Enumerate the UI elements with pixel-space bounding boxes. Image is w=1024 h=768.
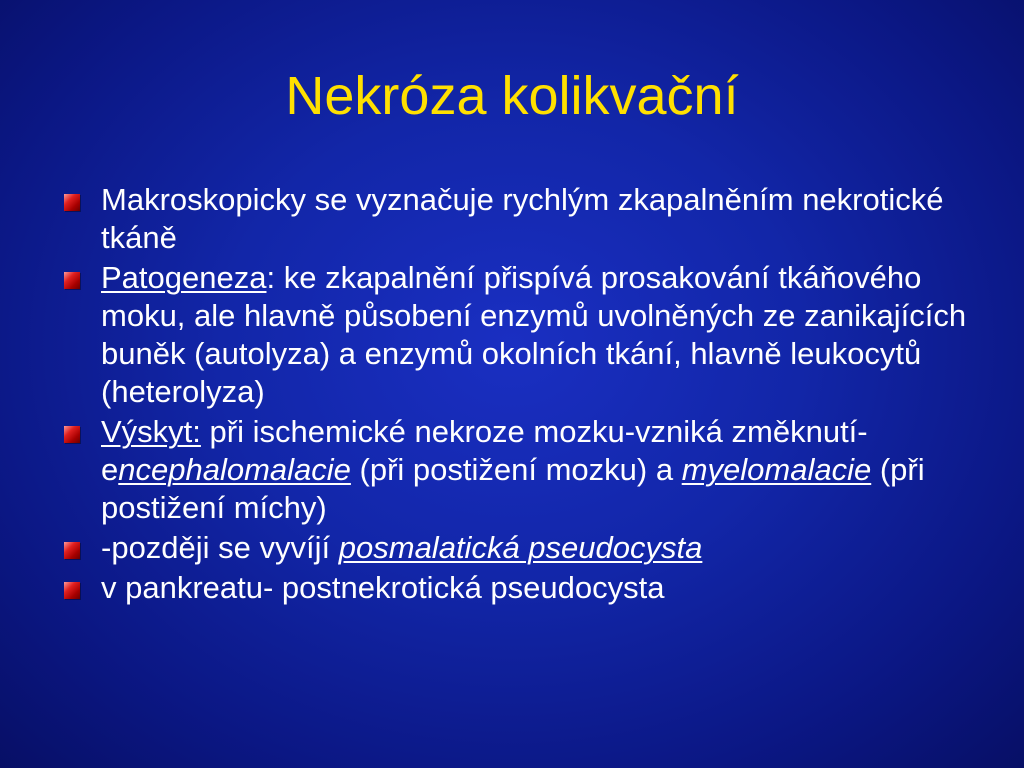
bullet-item-macroscopic xyxy=(58,181,978,257)
slide-title: Nekróza kolikvační xyxy=(285,66,739,126)
bullet-text: v pankreatu- postnekrotická pseudocysta xyxy=(101,570,665,605)
bullet-text: Makroskopicky se vyznačuje rychlým zkapalněním nekrotické tkáně xyxy=(101,182,944,255)
bullet-square-icon xyxy=(64,194,80,211)
term-posmalaticka-pseudocysta: posmalatická pseudocysta xyxy=(338,530,703,565)
bullet-square-icon xyxy=(64,542,80,559)
bullet-item-later xyxy=(58,529,978,567)
bullet-square-icon xyxy=(64,426,80,443)
bullet-item-pathogenesis xyxy=(58,259,978,411)
bullet-square-icon xyxy=(64,272,80,289)
bullet-label-occurrence: Výskyt: xyxy=(101,414,201,449)
bullet-item-pancreas xyxy=(58,569,978,607)
bullet-item-occurrence xyxy=(58,413,978,527)
bullet-square-icon xyxy=(64,582,80,599)
bullet-text: (při postižení míchy) xyxy=(101,452,925,525)
bullet-text: při ischemické nekroze mozku-vzniká změknutí-e xyxy=(101,414,868,487)
term-encephalomalacie: ncephalomalacie xyxy=(118,452,351,487)
bullet-list xyxy=(58,181,978,609)
bullet-label-pathogenesis: Patogeneza xyxy=(101,260,267,295)
term-myelomalacie: myelomalacie xyxy=(681,452,872,487)
bullet-text: (při postižení mozku) a xyxy=(350,452,682,487)
bullet-text: -později se vyvíjí xyxy=(101,530,339,565)
bullet-text: : ke zkapalnění přispívá prosakování tkáňového moku, ale hlavně působení enzymů uvolněných ze zanikajících buněk (autolyza) a enzymů okolních tkání, hlavně leukocytů (heterolyza) xyxy=(101,260,967,409)
